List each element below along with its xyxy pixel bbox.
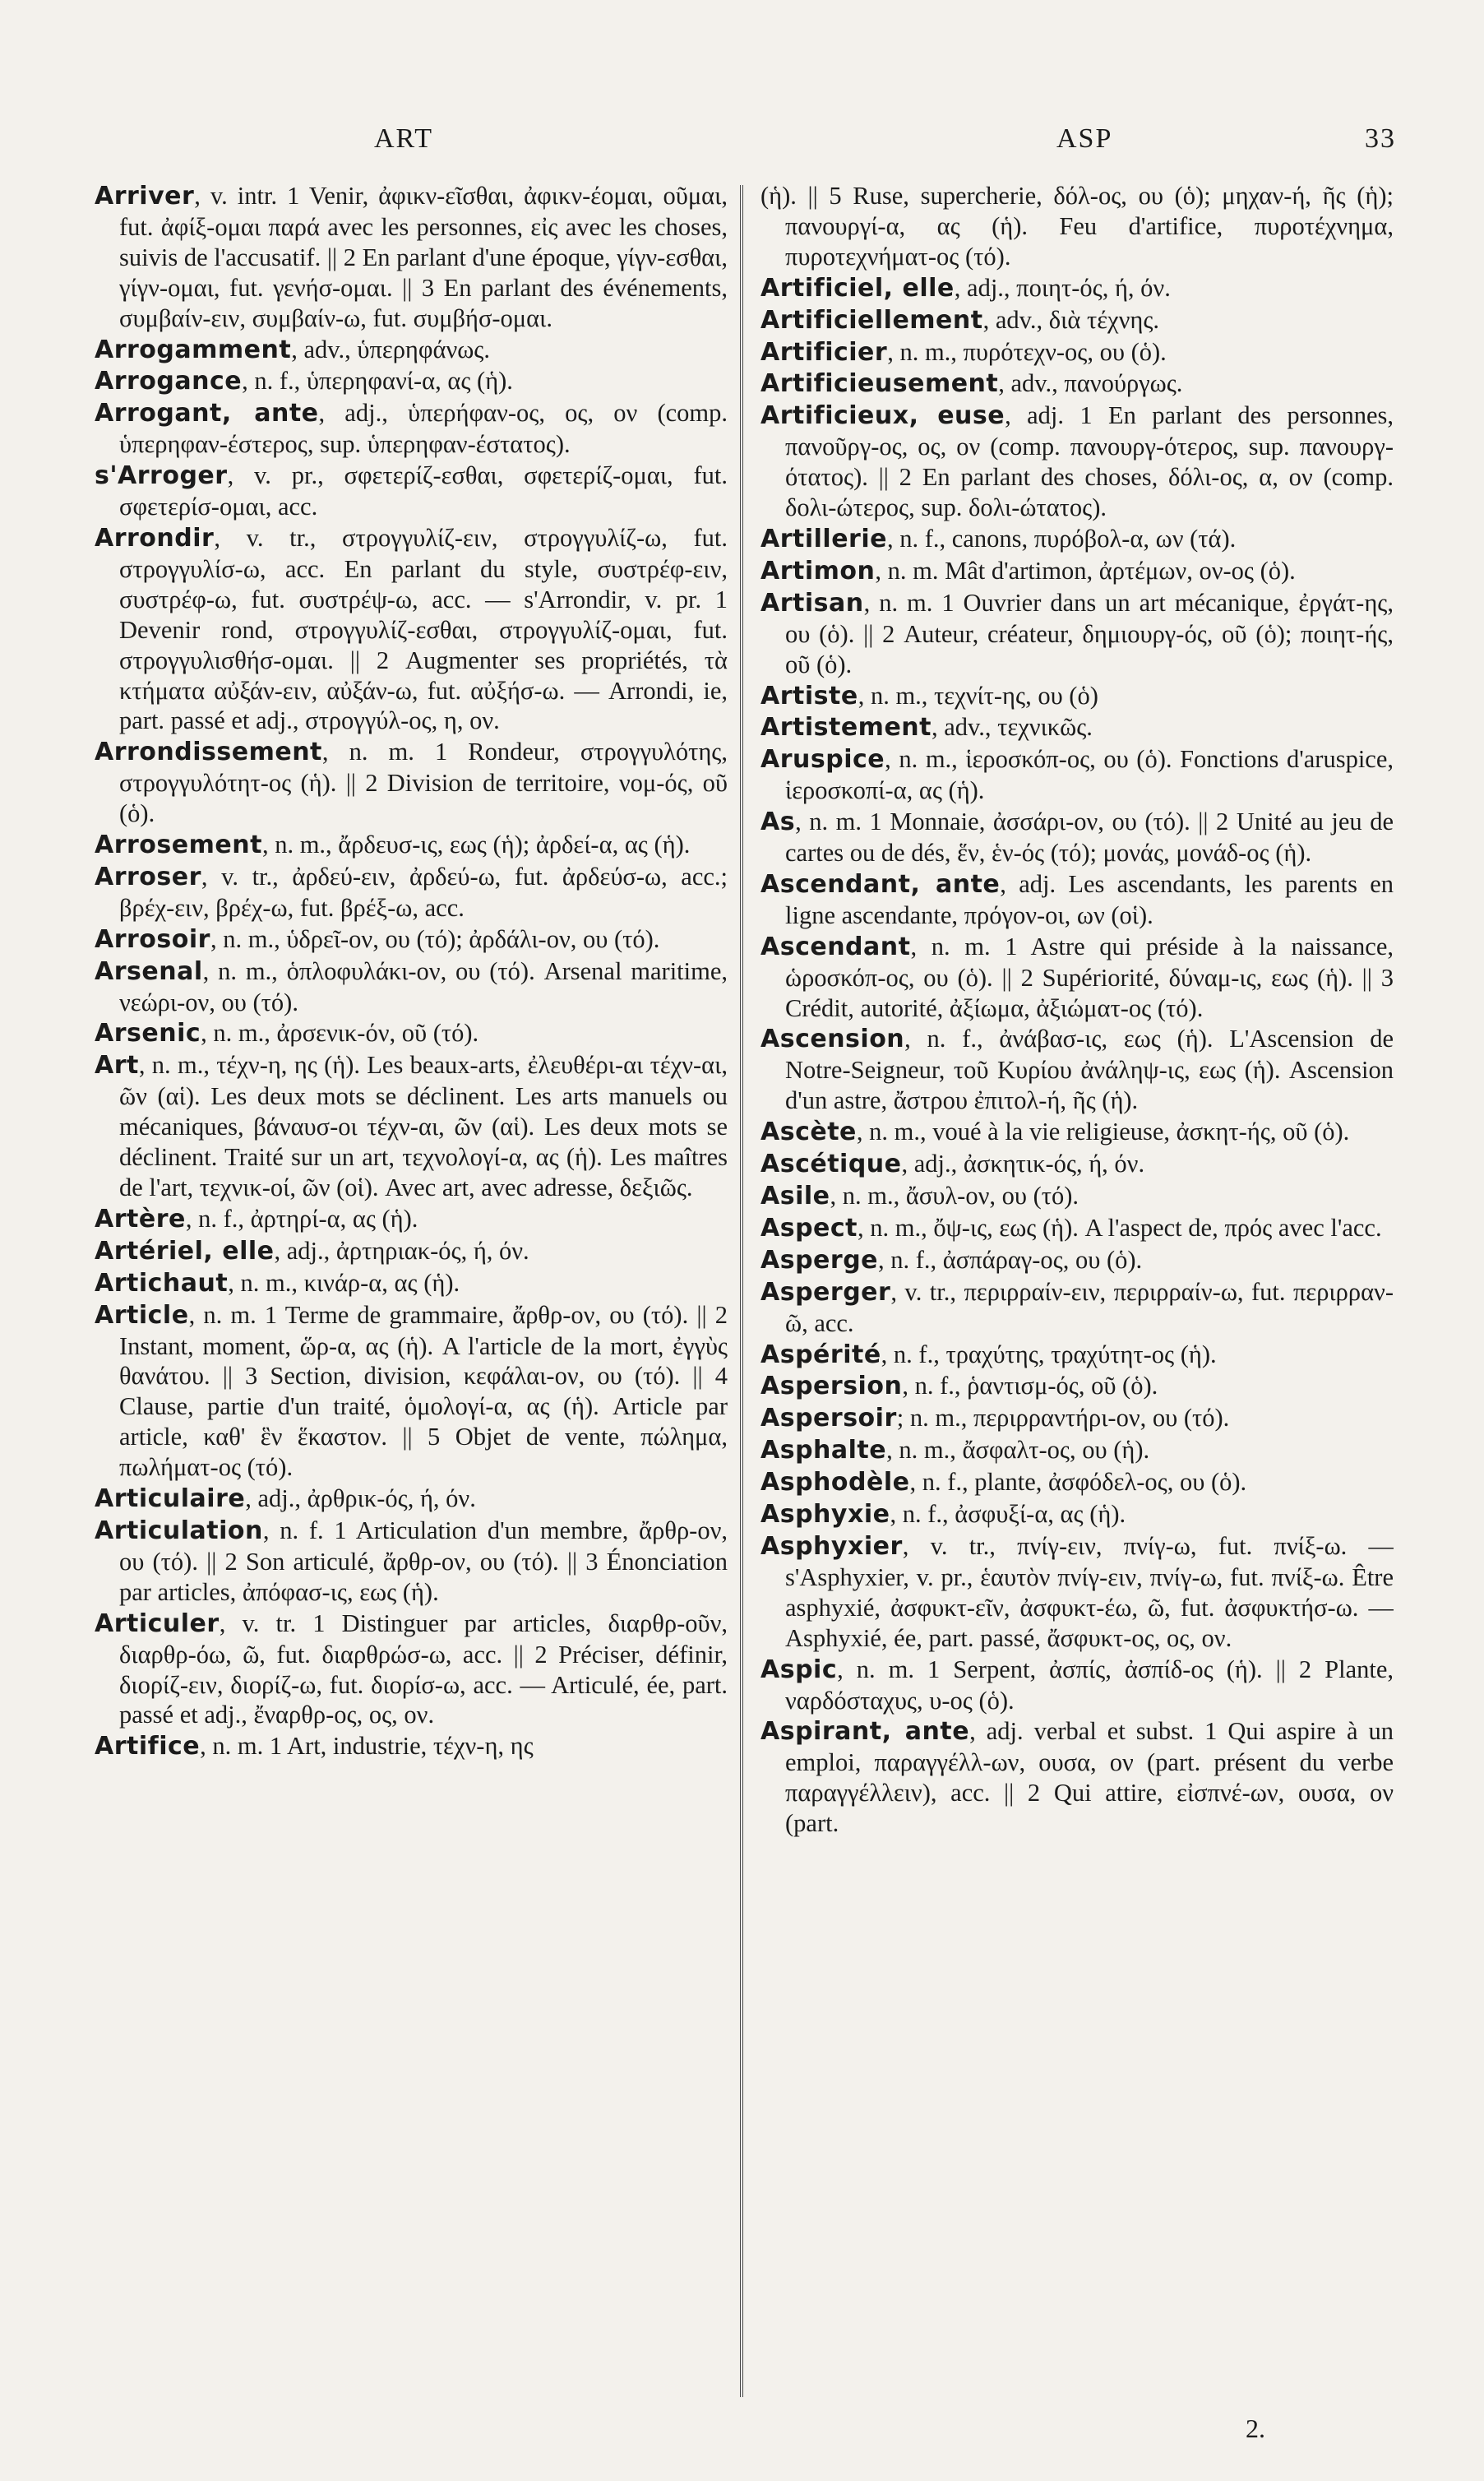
entry-definition: (ἡ). || 5 Ruse, supercherie, δόλ-ος, ου (ὁ); μηχαν-ή, ῆς (ἡ); πανουργί-α, ας (ἡ). Feu d'artifice, πυροτέχνημα, πυροτεχνήματ-ος (τό). <box>760 182 1394 271</box>
entry-headword: Articulaire <box>95 1484 246 1514</box>
entry-definition: , n. m. 1 Ouvrier dans un art mécanique, ἐργάτ-ης, ου (ὁ). || 2 Auteur, créateur, δημιουργ-ός, οῦ (ὁ); ποιητ-ής, οῦ (ὁ). <box>785 588 1394 678</box>
dictionary-entry <box>760 1213 1394 1244</box>
dictionary-entry <box>760 681 1394 712</box>
entry-headword: Ascendant <box>760 932 911 961</box>
entry-headword: Ascension <box>760 1025 905 1054</box>
entry-definition: , v. intr. 1 Venir, ἀφικν-εῖσθαι, ἀφικν-έομαι, οῦμαι, fut. ἀφίξ-ομαι παρά avec les personnes, εἰς avec les choses, suivis de l'accusatif. || 2 En parlant d'une époque, γίγν-εσθαι, γίγν-ομαι, fut. γενήσ-ομαι. || 3 En parlant des événements, συμβαίν-ειν, συμβαίν-ω, fut. συμβήσ-ομαι. <box>119 182 728 332</box>
entry-definition: , n. f. 1 Articulation d'un membre, ἄρθρ-ον, ου (τό). || 2 Son articulé, ἄρθρ-ον, ου (τό). || 3 Énonciation par articles, ἀπόφασ-ις, εως (ἡ). <box>119 1516 728 1606</box>
dictionary-entry <box>760 337 1394 368</box>
entry-headword: Artère <box>95 1204 186 1234</box>
entry-headword: Arrogance <box>95 367 243 396</box>
header-left-guideword: ART <box>374 123 433 154</box>
dictionary-entry <box>760 1435 1394 1466</box>
entry-definition: , n. m. Mât d'artimon, ἀρτέμων, ον-ος (ὁ). <box>875 556 1296 585</box>
entry-headword: Art <box>95 1051 139 1081</box>
entry-headword: Ascétique <box>760 1150 902 1179</box>
entry-definition: , n. m. 1 Terme de grammaire, ἄρθρ-ον, ου (τό). || 2 Instant, moment, ὥρ-α, ας (ἡ). A l'article de la mort, ἐγγὺς θανάτου. || 3 Section, division, κεφάλαι-ον, ου (τό). || 4 Clause, partie d'un traité, ὁμολογί-α, ας (ἡ). Article par article, καθ' ἓν ἕκαστον. || 5 Objet de vente, πώλημα, πωλήματ-ος (τό). <box>119 1300 728 1482</box>
entry-headword: Article <box>95 1300 189 1330</box>
entry-definition: , n. f., ἀσφυξί-α, ας (ἡ). <box>890 1500 1126 1529</box>
entry-headword: Asphalte <box>760 1436 887 1465</box>
dictionary-entry <box>760 744 1394 806</box>
entry-headword: Artimon <box>760 556 876 586</box>
running-header <box>0 123 1484 164</box>
entry-headword: Artificiellement <box>760 305 983 335</box>
entry-headword: Aspirant, ante <box>760 1717 970 1747</box>
entry-definition: , n. f., plante, ἀσφόδελ-ος, ου (ὁ). <box>909 1468 1247 1497</box>
entry-headword: Asperge <box>760 1245 879 1275</box>
entry-headword: Artificiel, elle <box>760 273 955 303</box>
entry-headword: Artifice <box>95 1732 201 1761</box>
entry-headword: Arrogant, ante <box>95 399 319 428</box>
right-column <box>760 181 1394 2451</box>
entry-definition: , v. tr., περιρραίν-ειν, περιρραίν-ω, fut. περιρραν-ῶ, acc. <box>785 1277 1394 1337</box>
column-divider <box>740 185 743 2397</box>
dictionary-entry <box>760 305 1394 336</box>
entry-definition: , n. f., τραχύτης, τραχύτητ-ος (ἡ). <box>881 1340 1217 1368</box>
dictionary-entry <box>95 461 728 522</box>
entry-definition: , adj. verbal et subst. 1 Qui aspire à un emploi, παραγγέλλ-ων, ουσα, ον (part. présent du verbe παραγγέλλειν), acc. || 2 Qui attire, εἰσπνέ-ων, ουσα, ον (part. <box>785 1717 1394 1838</box>
dictionary-entry <box>760 1181 1394 1212</box>
entry-headword: Arsenal <box>95 956 203 986</box>
entry-definition: , v. tr., στρογγυλίζ-ειν, στρογγυλίζ-ω, fut. στρογγυλίσ-ω, acc. En parlant du style, συστρέφ-ειν, συστρέφ-ω, fut. συστρέψ-ω, acc. — s'Arrondir, v. pr. 1 Devenir rond, στρογγυλίζ-εσθαι, στρογγυλίζ-ομαι, fut. στρογγυλισθήσ-ομαι. || 2 Augmenter ses propriétés, τὰ κτήματα αὐξάν-ειν, αὐξάν-ω, fut. αὐξήσ-ω. — Arrondi, ie, part. passé et adj., στρογγύλ-ος, η, ον. <box>119 523 728 735</box>
dictionary-entry <box>95 862 728 923</box>
entry-definition: , n. f., ὑπερηφανί-α, ας (ἡ). <box>242 367 513 396</box>
dictionary-entry <box>760 1277 1394 1339</box>
dictionary-entry <box>760 181 1394 272</box>
entry-headword: Artificieux, euse <box>760 401 1006 431</box>
dictionary-entry <box>760 1149 1394 1180</box>
entry-definition: , n. m., ἄσφαλτ-ος, ου (ἡ). <box>886 1436 1150 1465</box>
entry-headword: Aspérité <box>760 1340 881 1369</box>
entry-headword: Aruspice <box>760 745 885 775</box>
footer-continuation: 2. <box>1246 2414 1265 2443</box>
dictionary-entry <box>95 956 728 1018</box>
dictionary-entry <box>760 556 1394 587</box>
dictionary-entry <box>760 400 1394 523</box>
entry-headword: Artificier <box>760 337 888 367</box>
left-column <box>95 181 728 2451</box>
entry-headword: Aspersion <box>760 1372 903 1401</box>
entry-definition: , n. m., κινάρ-α, ας (ἡ). <box>228 1268 460 1297</box>
entry-headword: Arrosoir <box>95 924 210 954</box>
entry-headword: Arrondissement <box>95 738 322 767</box>
dictionary-entry <box>760 1371 1394 1402</box>
entry-definition: , adj., ὑπερήφαν-ος, ος, ον (comp. ὑπερηφαν-έστερος, sup. ὑπερηφαν-έστατος). <box>119 399 728 459</box>
dictionary-entry <box>95 523 728 736</box>
dictionary-entry <box>95 398 728 460</box>
dictionary-entry <box>760 1340 1394 1371</box>
entry-definition: , n. f., ἀσπάραγ-ος, ου (ὁ). <box>878 1245 1143 1274</box>
dictionary-entry <box>95 1236 728 1267</box>
dictionary-entry <box>760 524 1394 555</box>
entry-headword: Artisan <box>760 588 864 618</box>
dictionary-entry <box>760 1117 1394 1148</box>
dictionary-entry <box>95 1516 728 1608</box>
header-right-guideword: ASP <box>1056 123 1113 154</box>
entry-headword: Arrosement <box>95 831 262 860</box>
entry-definition: , n. m., τέχν-η, ης (ἡ). Les beaux-arts, ἐλευθέρι-αι τέχν-αι, ῶν (αἱ). Les deux mots se déclinent. Les arts manuels ou mécaniques, βάναυσ-οι τέχν-αι, ῶν (αἱ). Les deux mots se déclinent. Traité sur un art, τεχνολογί-α, ας (ἡ). Les maîtres de l'art, τεχνικ-οί, ῶν (οἱ). Avec art, avec adresse, δεξιῶς. <box>119 1051 728 1201</box>
entry-headword: Asile <box>760 1182 830 1210</box>
entry-definition: , n. m., τεχνίτ-ης, ου (ὁ) <box>858 681 1098 710</box>
entry-definition: , adj., ἀσκητικ-ός, ή, όν. <box>901 1150 1145 1178</box>
dictionary-entry <box>95 1484 728 1515</box>
entry-headword: Asperger <box>760 1277 891 1307</box>
entry-headword: Asphodèle <box>760 1468 910 1497</box>
dictionary-entry <box>95 1268 728 1299</box>
dictionary-entry <box>760 807 1394 868</box>
entry-headword: Artillerie <box>760 524 887 553</box>
entry-definition: , v. tr. 1 Distinguer par articles, διαρθρ-οῦν, διαρθρ-όω, ῶ, fut. διαρθρώσ-ω, acc. || 2 Préciser, définir, διορίζ-ειν, διορίζ-ω, fut. διορίσ-ω, acc. — Articulé, ée, part. passé et adj., ἔναρθρ-ος, ος, ον. <box>119 1608 728 1729</box>
entry-headword: Arsenic <box>95 1019 201 1048</box>
entry-headword: Asphyxie <box>760 1500 890 1530</box>
entry-definition: , v. pr., σφετερίζ-εσθαι, σφετερίζ-ομαι, fut. σφετερίσ-ομαι, acc. <box>119 461 728 521</box>
dictionary-entry <box>760 1716 1394 1839</box>
dictionary-entry <box>760 273 1394 304</box>
entry-definition: , adj. Les ascendants, les parents en ligne ascendante, πρόγον-οι, ων (οἱ). <box>785 869 1394 929</box>
entry-definition: , n. f., ῥαντισμ-ός, οῦ (ὁ). <box>902 1372 1158 1400</box>
entry-headword: Aspersoir <box>760 1404 897 1433</box>
entry-definition: , adv., πανούργως. <box>998 369 1183 398</box>
entry-definition: , n. f., ἀνάβασ-ις, εως (ἡ). L'Ascension de Notre-Seigneur, τοῦ Κυρίου ἀνάληψ-ις, εως (ἡ). Ascension d'un astre, ἄστρου ἐπιτολ-ή, ῆς (ἡ). <box>785 1025 1394 1115</box>
dictionary-entry <box>760 1531 1394 1654</box>
entry-definition: , n. m., πυρότεχν-ος, ου (ὁ). <box>887 337 1167 366</box>
entry-headword: Arrondir <box>95 523 215 553</box>
entry-headword: Artiste <box>760 681 858 711</box>
entry-headword: Artificieusement <box>760 369 999 399</box>
dictionary-entry <box>760 932 1394 1024</box>
dictionary-entry <box>95 1050 728 1203</box>
entry-definition: , n. m. 1 Astre qui préside à la naissance, ὡροσκόπ-ος, ου (ὁ). || 2 Supériorité, δύναμ-ις, εως (ἡ). || 3 Crédit, autorité, ἀξίωμα, ἀξιώματ-ος (τό). <box>785 932 1394 1022</box>
entry-definition: , n. m. 1 Monnaie, ἀσσάρι-ον, ου (τό). || 2 Unité au jeu de cartes ou de dés, ἕν, ἑν-ός (τό); μονάς, μονάδ-ος (ἡ). <box>785 808 1394 868</box>
entry-definition: , adj., ποιητ-ός, ή, όν. <box>954 273 1171 302</box>
dictionary-entry <box>760 1467 1394 1498</box>
dictionary-entry <box>95 1018 728 1049</box>
dictionary-entry <box>760 1024 1394 1116</box>
entry-definition: , n. f., canons, πυρόβολ-α, ων (τά). <box>886 524 1237 553</box>
entry-definition: , n. m. 1 Serpent, ἀσπίς, ἀσπίδ-ος (ἡ). || 2 Plante, ναρδόσταχυς, υ-ος (ὁ). <box>785 1655 1394 1715</box>
entry-headword: Arrogamment <box>95 335 292 364</box>
dictionary-entry <box>760 588 1394 680</box>
dictionary-entry <box>760 1655 1394 1716</box>
entry-definition: , n. f., ἀρτηρί-α, ας (ἡ). <box>185 1204 418 1233</box>
dictionary-entry <box>760 368 1394 400</box>
dictionary-entry <box>95 366 728 397</box>
entry-definition: , n. m., ἱεροσκόπ-ος, ου (ὁ). Fonctions d'aruspice, ἱεροσκοπί-α, ας (ἡ). <box>785 745 1394 805</box>
entry-definition: , n. m. 1 Rondeur, στρογγυλότης, στρογγυλότητ-ος (ἡ). || 2 Division de territoire, νομ-ός, οῦ (ὁ). <box>119 738 728 828</box>
entry-definition: , adj., ἀρτηριακ-ός, ή, όν. <box>274 1236 529 1265</box>
dictionary-entry <box>760 869 1394 931</box>
dictionary-entry <box>95 1608 728 1731</box>
entry-headword: Ascète <box>760 1118 857 1147</box>
dictionary-entry <box>95 335 728 366</box>
dictionary-entry <box>95 181 728 334</box>
entry-headword: Aspic <box>760 1655 838 1684</box>
dictionary-entry <box>95 830 728 861</box>
entry-definition: , n. m., ὁπλοφυλάκι-ον, ου (τό). Arsenal maritime, νεώρι-ον, ου (τό). <box>119 956 728 1016</box>
entry-definition: , adv., ὑπερηφάνως. <box>291 335 491 363</box>
dictionary-entry <box>760 1245 1394 1276</box>
entry-definition: ; n. m., περιρραντήρι-ον, ου (τό). <box>896 1404 1230 1433</box>
entry-definition: , n. m., ἀρσενικ-όν, οῦ (τό). <box>201 1019 479 1048</box>
entry-definition: , n. m., ὑδρεῖ-ον, ου (τό); ἀρδάλι-ον, ου (τό). <box>210 924 660 953</box>
dictionary-entry <box>760 712 1394 743</box>
dictionary-entry <box>95 924 728 956</box>
entry-definition: , n. m., ἄρδευσ-ις, εως (ἡ); ἀρδεί-α, ας (ἡ). <box>261 831 691 859</box>
entry-definition: , n. m., ὄψ-ις, εως (ἡ). A l'aspect de, πρός avec l'acc. <box>858 1213 1382 1242</box>
entry-headword: Artistement <box>760 713 932 743</box>
entry-headword: s'Arroger <box>95 461 228 491</box>
entry-headword: Ascendant, ante <box>760 869 1001 899</box>
entry-headword: Arriver <box>95 182 195 211</box>
dictionary-entry <box>95 1731 728 1762</box>
dictionary-entry <box>95 1204 728 1235</box>
page-number: 33 <box>1365 123 1396 154</box>
entry-headword: Articulation <box>95 1516 263 1545</box>
entry-definition: , v. tr., ἀρδεύ-ειν, ἀρδεύ-ω, fut. ἀρδεύσ-ω, acc.; βρέχ-ειν, βρέχ-ω, fut. βρέξ-ω, acc. <box>119 862 728 922</box>
dictionary-entry <box>95 737 728 829</box>
entry-definition: , adj., ἀρθρικ-ός, ή, όν. <box>245 1484 476 1513</box>
entry-definition: , n. m., ἄσυλ-ον, ου (τό). <box>830 1182 1079 1210</box>
entry-headword: Artichaut <box>95 1268 229 1298</box>
entry-definition: , adj. 1 En parlant des personnes, πανοῦργ-ος, ος, ον (comp. πανουργ-ότερος, sup. πανουργ-ότατος). || 2 En parlant des choses, δόλι-ος, α, ον (comp. δολι-ώτερος, sup. δολι-ώτατος). <box>785 401 1394 522</box>
entry-definition: , n. m., voué à la vie religieuse, ἀσκητ-ής, οῦ (ὁ). <box>856 1118 1350 1146</box>
entry-headword: Aspect <box>760 1213 858 1243</box>
dictionary-entry <box>760 1403 1394 1434</box>
entry-definition: , n. m. 1 Art, industrie, τέχν-η, ης <box>200 1732 534 1761</box>
entry-headword: Asphyxier <box>760 1531 903 1561</box>
entry-definition: , adv., διὰ τέχνης. <box>982 305 1160 334</box>
entry-headword: Artériel, elle <box>95 1236 275 1266</box>
dictionary-entry <box>95 1300 728 1483</box>
entry-definition: , v. tr., πνίγ-ειν, πνίγ-ω, fut. πνίξ-ω. — s'Asphyxier, v. pr., ἑαυτὸν πνίγ-ειν, πνίγ-ω, fut. πνίξ-ω. Être asphyxié, ἀσφυκτ-εῖν, ἀσφυκτ-έω, ῶ, fut. ἀσφυκτήσ-ω. — Asphyxié, ée, part. passé, ἄσφυκτ-ος, ος, ον. <box>785 1531 1394 1652</box>
entry-headword: Arroser <box>95 862 201 891</box>
entry-headword: As <box>760 808 796 837</box>
entry-definition: , adv., τεχνικῶς. <box>932 713 1093 742</box>
entry-headword: Articuler <box>95 1608 220 1638</box>
dictionary-entry <box>760 1499 1394 1530</box>
